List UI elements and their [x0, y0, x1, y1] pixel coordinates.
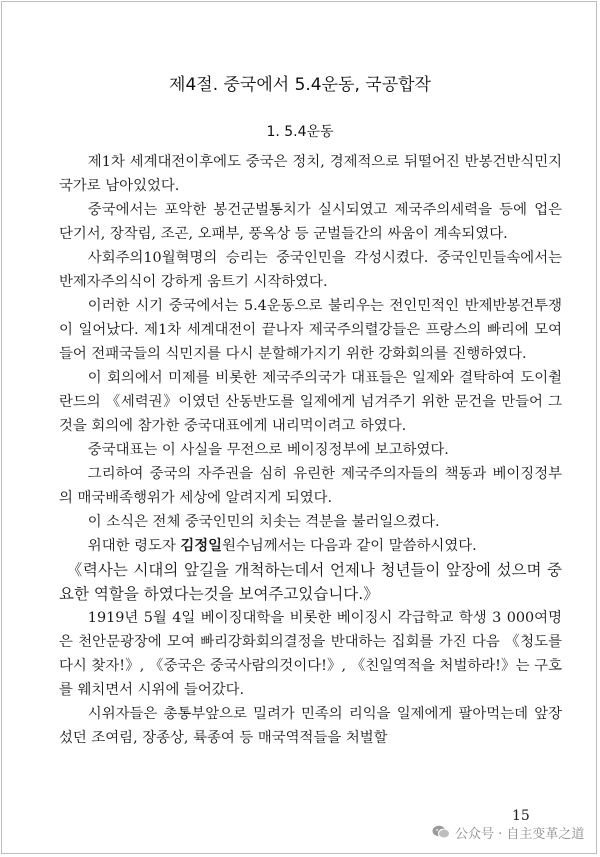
- watermark-text: 公众号 · 自主变革之道: [455, 826, 585, 842]
- paragraph: 이러한 시기 중국에서는 5.4운동으로 불리우는 전인민적인 반제반봉건투쟁이 일어났다. 제1차 세계대전이 끝나자 제국주의렬강들은 프랑스의 빠리에 모여들어 전패국들의 식민지를 다시 분할해가지기 위한 강화회의를 진행하였다.: [59, 298, 562, 362]
- leader-quote: 《력사는 시대의 앞길을 개척하는데서 언제나 청년들이 앞장에 섰으며 중요한 역할을 하였다는것을 보여주고있습니다.》: [59, 561, 562, 603]
- chapter-title: 제4절. 중국에서 5.4운동, 국공합작: [169, 75, 431, 95]
- intro-after: 원수님께서는 다음과 같이 말씀하시였다.: [222, 538, 477, 554]
- paragraph: 이 회의에서 미제를 비롯한 제국주의국가 대표들은 일제와 결탁하여 도이췰란드의 《세력권》이였던 산동반도를 일제에게 넘겨주기 위한 문건을 만들어 그것을 회의에 참가한 중국대표에게 내리먹이려고 하였다.: [59, 370, 562, 434]
- wechat-icon: [432, 825, 450, 839]
- body-text: [59, 150, 562, 750]
- paragraph: 시위자들은 총통부앞으로 밀려가 민족의 리익을 일제에게 팔아먹는데 앞장섰던 조여림, 장종상, 륙종여 등 매국역적들을 처벌할: [59, 706, 562, 746]
- watermark: [432, 822, 584, 842]
- paragraph: 중국에서는 포악한 봉건군벌통치가 실시되였고 제국주의세력을 등에 업은 단기서, 장작림, 조곤, 오패부, 풍옥상 등 군벌들간의 싸움이 계속되였다.: [59, 202, 562, 242]
- intro-before: 위대한 령도자: [87, 538, 181, 554]
- leader-quote-intro: [59, 534, 562, 558]
- paragraph: 이 소식은 전체 중국인민의 치솟는 격분을 불러일으켰다.: [87, 514, 440, 530]
- leader-name: 김정일: [180, 538, 223, 554]
- page-number: 15: [512, 808, 530, 824]
- paragraph: 사회주의10월혁명의 승리는 중국인민을 각성시켰다. 중국인민들속에서는 반제자주의식이 강하게 움트기 시작하였다.: [59, 250, 562, 290]
- paragraph: 중국대표는 이 사실을 무전으로 베이징정부에 보고하였다.: [87, 442, 449, 458]
- section-title: 1. 5.4운동: [266, 124, 334, 140]
- paragraph: 그리하여 중국의 자주권을 심히 유린한 제국주의자들의 책동과 베이징정부의 매국배족행위가 세상에 알려지게 되였다.: [59, 466, 562, 506]
- paragraph: 제1차 세계대전이후에도 중국은 정치, 경제적으로 뒤떨어진 반봉건반식민지국가로 남아있었다.: [59, 154, 562, 194]
- paragraph: 1919년 5월 4일 베이징대학을 비롯한 베이징시 각급학교 학생 3 000여명은 천안문광장에 모여 빠리강화회의결정을 반대하는 집회를 가진 다음 《청도를 다시 찾자!》, 《중국은 중국사람의것이다!》, 《친일역적을 처벌하라!》는 구호를 웨치면서 시위에 들어갔다.: [59, 610, 562, 698]
